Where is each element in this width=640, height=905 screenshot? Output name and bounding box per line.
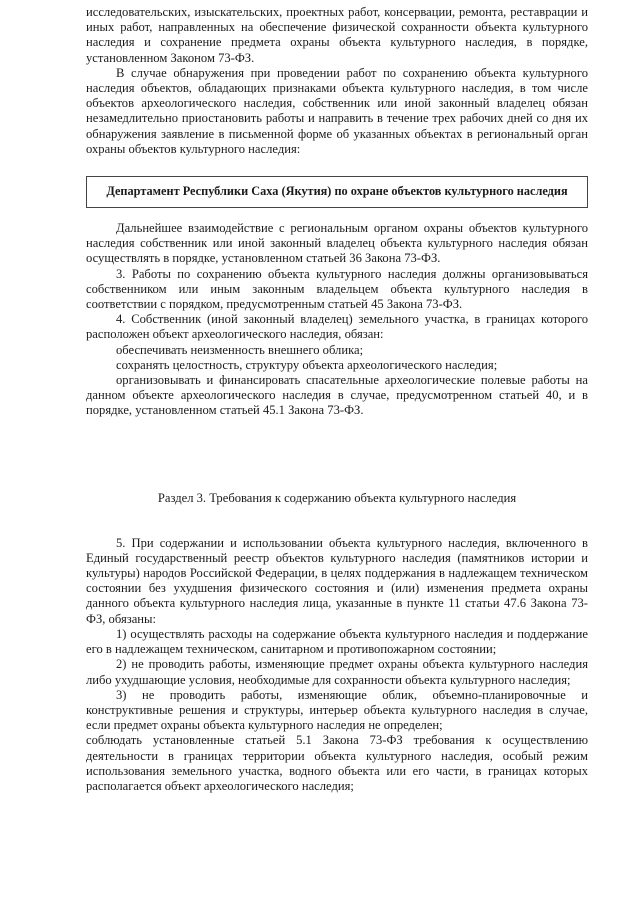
paragraph-item-5-sub-4: соблюдать установленные статьей 5.1 Закона 73-ФЗ требования к осуществлению деятельности в границах территории объекта культурного наследия, особый режим использования земельного участка, водного объекта или его части, в границах которых располагается объект археологического наследия;: [86, 733, 588, 793]
paragraph-item-5: 5. При содержании и использовании объекта культурного наследия, включенного в Единый государственный реестр объектов культурного наследия (памятников истории и культуры) народов Российской Федерации, в целях поддержания в надлежащем техническом состоянии без ухудшения физического состояния и (или) изменения предмета охраны данного объекта культурного наследия лица, указанные в пункте 11 статьи 47.6 Закона 73-ФЗ, обязаны:: [86, 535, 588, 626]
paragraph-item-5-sub-2: 2) не проводить работы, изменяющие предмет охраны объекта культурного наследия либо ухудшающие условия, необходимые для сохранности объекта культурного наследия;: [86, 657, 588, 687]
paragraph-item-5-sub-3: 3) не проводить работы, изменяющие облик, объемно-планировочные и конструктивные решения и структуры, интерьер объекта культурного наследия в случае, если предмет охраны объекта культурного наследия не определен;: [86, 687, 588, 733]
paragraph-item-4: 4. Собственник (иной законный владелец) земельного участка, в границах которого расположен объект археологического наследия, обязан:: [86, 312, 588, 342]
paragraph-item-3: 3. Работы по сохранению объекта культурного наследия должны организовываться собственником или иным законным владельцем объекта культурного наследия в соответствии с порядком, предусмотренным статьей 45 Закона 73-ФЗ.: [86, 266, 588, 312]
regional-authority-box: Департамент Республики Саха (Якутия) по охране объектов культурного наследия: [86, 176, 588, 208]
paragraph-further-interaction: Дальнейшее взаимодействие с региональным органом охраны объектов культурного наследия собственник или иной законный владелец объекта культурного наследия обязан осуществлять в порядке, установленном статьей 36 Закона 73-ФЗ.: [86, 221, 588, 266]
section-heading: Раздел 3. Требования к содержанию объекта культурного наследия: [157, 490, 517, 505]
paragraph-item-4-obligation-3: организовывать и финансировать спасательные археологические полевые работы на данном объекте археологического наследия в случае, предусмотренном статьей 40, и в порядке, установленном статьей 45.1 Закона 73-ФЗ.: [86, 373, 588, 418]
paragraph-item-5-sub-1: 1) осуществлять расходы на содержание объекта культурного наследия и поддержание его в надлежащем техническом, санитарном и противопожарном состоянии;: [86, 626, 588, 657]
paragraph-continuation: исследовательских, изыскательских, проектных работ, консервации, ремонта, реставрации и иных работ, направленных на обеспечение физической сохранности объекта культурного наследия и сохранение предмета охраны объекта культурного наследия, в порядке, установленном Законом 73-ФЗ.: [86, 5, 588, 65]
paragraph-item-4-obligation-1: обеспечивать неизменность внешнего облика;: [116, 342, 364, 357]
paragraph-discovery-of-objects: В случае обнаружения при проведении работ по сохранению объекта культурного наследия объектов, обладающих признаками объекта культурного наследия, в том числе объектов археологического наследия, собственник или иной законный владелец обязан незамедлительно приостановить работы и направить в течение трех рабочих дней со дня их обнаружения заявление в письменной форме об указанных объектах в региональный орган охраны объектов культурного наследия:: [86, 65, 588, 156]
paragraph-item-4-obligation-2: сохранять целостность, структуру объекта археологического наследия;: [116, 357, 498, 372]
